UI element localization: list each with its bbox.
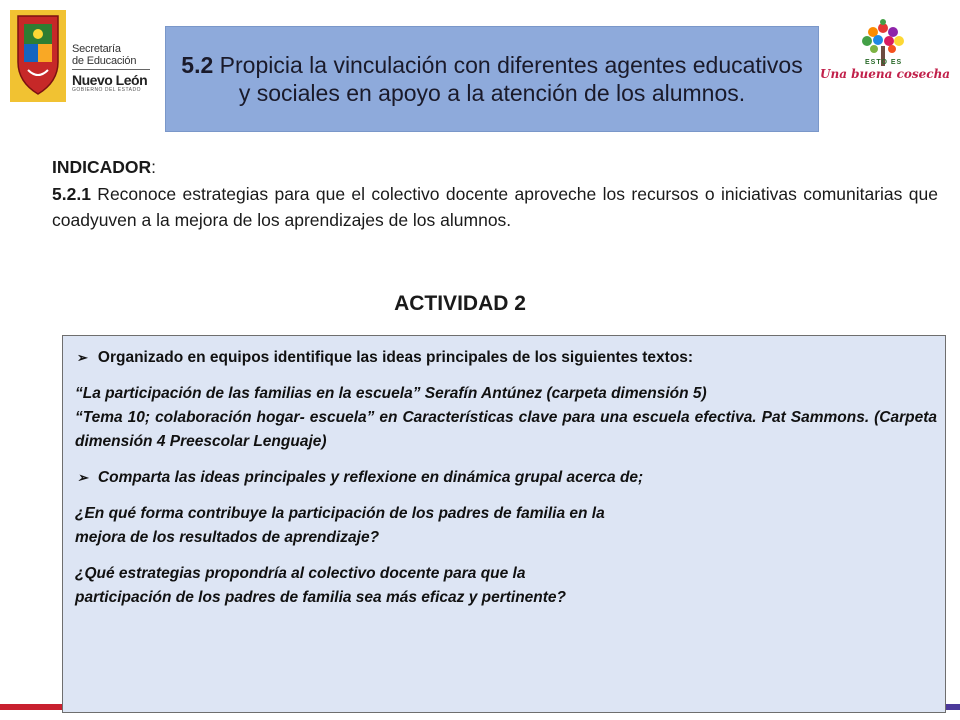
title-box (165, 26, 819, 132)
page-title (178, 51, 806, 107)
indicador-text: Reconoce estrategias para que el colectivo docente aproveche los recursos o iniciativas comunitarias que coadyuven a la mejora de los aprendizajes de los alumnos. (52, 183, 938, 230)
secretaria-text (72, 44, 172, 93)
reading-2: “Tema 10; colaboración hogar- escuela” en Características clave para una escuela efectiva. Pat Sammons. (Carpeta dimensión 4 Preescolar Lenguaje) (75, 409, 937, 450)
logo-line-1: Secretaría (72, 43, 121, 55)
esto-es-text: ESTO ES (865, 59, 903, 66)
indicador-description (52, 181, 938, 234)
secretaria-educacion-logo (10, 10, 165, 105)
arrow-bullet-icon: ➢ (77, 350, 88, 365)
indicador-number: 5.2.1 (52, 183, 91, 204)
bullet-1-text: Organizado en equipos identifique las ideas principales de los siguientes textos: (97, 349, 694, 366)
title-number: 5.2 (181, 52, 214, 78)
title-text: Propicia la vinculación con diferentes agentes educativos y sociales en apoyo a la atención de los alumnos. (213, 52, 803, 106)
indicador-label: INDICADOR (52, 157, 152, 177)
activity-box (62, 335, 946, 713)
logo-line-3: Nuevo León (72, 72, 148, 88)
indicador-heading (52, 154, 938, 181)
question-1-line-1: ¿En qué forma contribuye la participación de los padres de familia en la (75, 505, 605, 522)
indicador-section (52, 154, 938, 234)
bullet-item-1 (75, 346, 937, 370)
bullet-item-2 (75, 466, 937, 490)
logo-line-2: de Educación (72, 56, 150, 70)
logo-line-4: GOBIERNO DEL ESTADO (72, 87, 141, 93)
activity-title: ACTIVIDAD 2 (394, 292, 526, 315)
arrow-bullet-icon: ➢ (77, 470, 88, 485)
question-1-line-2: mejora de los resultados de aprendizaje? (75, 529, 380, 546)
indicador-colon: : (151, 157, 157, 177)
reading-1: “La participación de las familias en la escuela” Serafín Antúnez (carpeta dimensión 5) (75, 385, 707, 402)
question-2-line-1: ¿Qué estrategias propondría al colectivo docente para que la (75, 565, 526, 582)
buena-cosecha-logo (820, 10, 950, 90)
slogan-text: Una buena cosecha (820, 67, 951, 81)
question-2-line-2: participación de los padres de familia sea más eficaz y pertinente? (75, 589, 567, 606)
nuevo-leon-shield-icon (10, 10, 66, 102)
bullet-2-text: Comparta las ideas principales y reflexione en dinámica grupal acerca de; (97, 469, 644, 486)
